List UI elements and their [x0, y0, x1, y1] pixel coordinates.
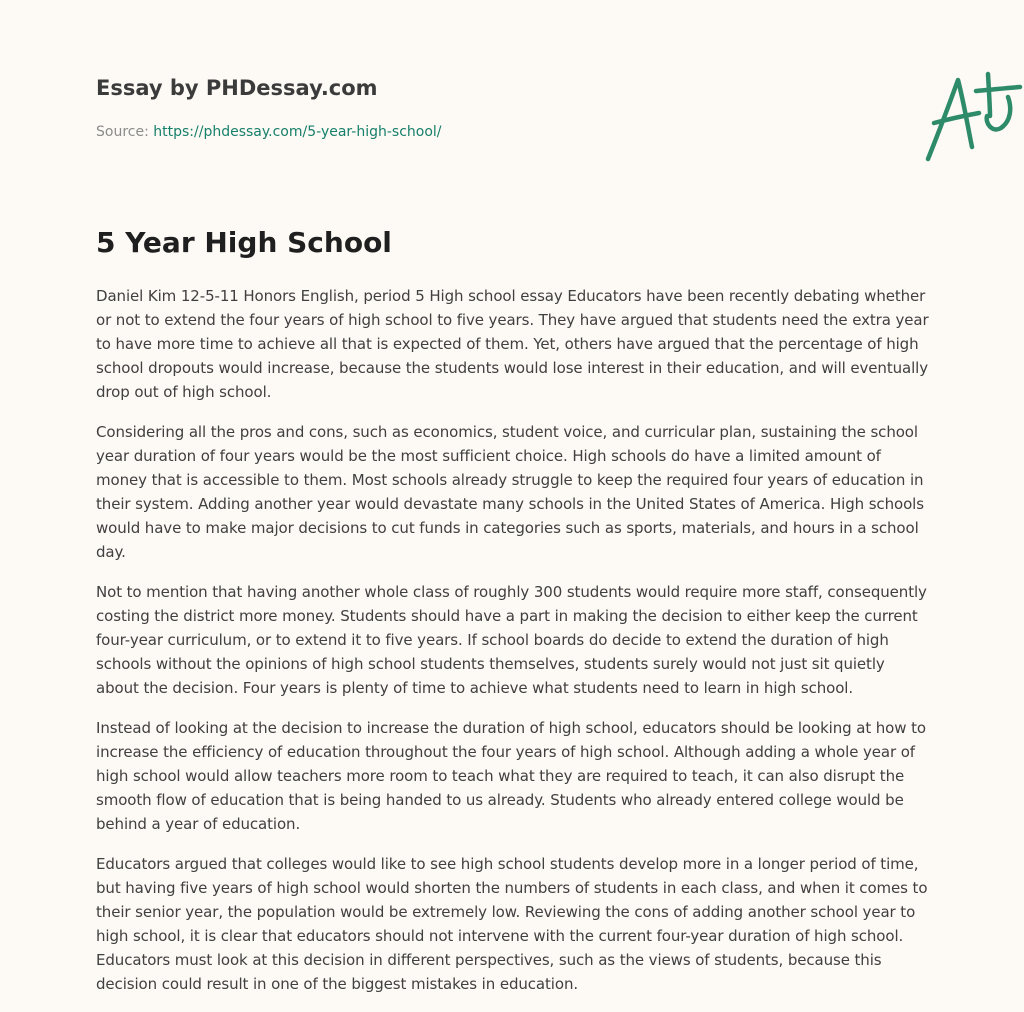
paragraph: Instead of looking at the decision to increase the duration of high school, educators should be looking at how to increase the efficiency of education throughout the four years of high school. Although adding a whole year of high school would allow teachers more room to teach what they are required to teach, it can also disrupt the smooth flow of education that is being handed to us already. Students who already entered college would be behind a year of education.	[96, 719, 926, 833]
a-plus-grade-logo	[920, 68, 1024, 164]
paragraph: Not to mention that having another whole class of roughly 300 students would require more staff, consequently costing the district more money. Students should have a part in making the decision to either keep the current four-year curriculum, or to extend it to five years. If school boards do decide to extend the duration of high schools without the opinions of high school students themselves, students surely would not just sit quietly about the decision. Four years is plenty of time to achieve what students need to learn in high school.	[96, 583, 927, 697]
essay-body	[96, 284, 930, 1012]
paragraph: Considering all the pros and cons, such as economics, student voice, and curricular plan, sustaining the school year duration of four years would be the most sufficient choice. High schools do have a limited amount of money that is accessible to them. Most schools already struggle to keep the required four years of education in their system. Adding another year would devastate many schools in the United States of America. High schools would have to make major decisions to cut funds in categories such as sports, materials, and hours in a school day.	[96, 423, 924, 561]
source-label: Source:	[96, 124, 149, 140]
source-line	[96, 124, 442, 140]
paragraph: Daniel Kim 12-5-11 Honors English, period 5 High school essay Educators have been recently debating whether or not to extend the four years of high school to five years. They have argued that students need the extra year to have more time to achieve all that is expected of them. Yet, others have argued that the percentage of high school dropouts would increase, because the students would lose interest in their education, and will eventually drop out of high school.	[96, 287, 929, 401]
source-link[interactable]: https://phdessay.com/5-year-high-school/	[153, 124, 442, 140]
site-brand: Essay by PHDessay.com	[96, 76, 378, 100]
essay-title: 5 Year High School	[96, 226, 392, 259]
paragraph: Educators argued that colleges would like to see high school students develop more in a longer period of time, but having five years of high school would shorten the numbers of students in each class, and when it comes to their senior year, the population would be extremely low. Reviewing the cons of adding another school year to high school, it is clear that educators should not intervene with the current four-year duration of high school. Educators must look at this decision in different perspectives, such as the views of students, because this decision could result in one of the biggest mistakes in education.	[96, 855, 928, 993]
